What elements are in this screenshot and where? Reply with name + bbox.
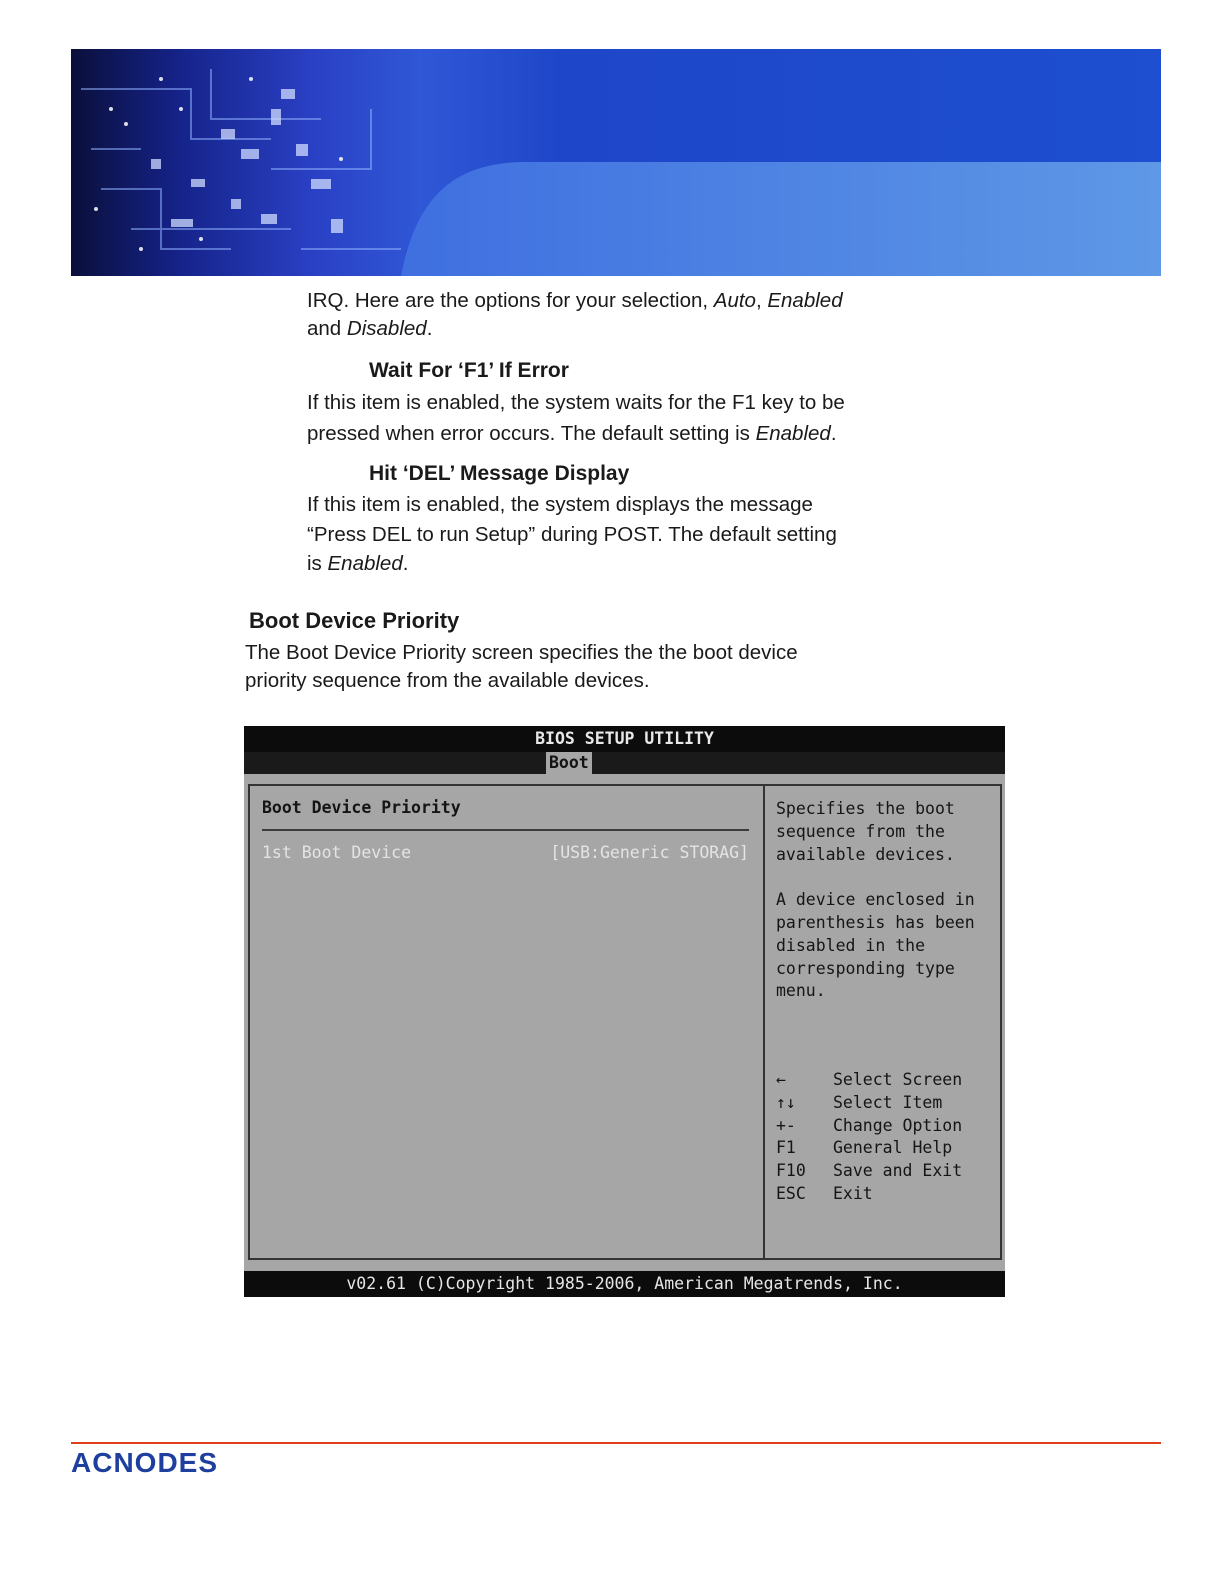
separator: , — [755, 289, 768, 312]
period: . — [426, 317, 433, 340]
option-auto: Auto — [713, 289, 756, 312]
key-f1: F1 — [776, 1138, 796, 1158]
irq-text: and — [307, 317, 347, 340]
key-action: General Help — [833, 1138, 953, 1158]
hit-del-line-2: “Press DEL to run Setup” during POST. The default setting — [307, 523, 837, 546]
hit-del-line-3 — [307, 548, 408, 579]
key-row — [776, 1183, 962, 1206]
key-action: Select Item — [833, 1092, 943, 1112]
key-row — [776, 1069, 962, 1092]
key-row — [776, 1160, 962, 1183]
help-line: available devices. — [776, 844, 955, 864]
bios-title: BIOS SETUP UTILITY — [244, 726, 1005, 752]
key-f10: F10 — [776, 1161, 806, 1181]
help-line: parenthesis has been — [776, 912, 975, 932]
irq-line-1 — [307, 285, 843, 316]
wait-f1-line-1: If this item is enabled, the system waits for the F1 key to be — [307, 391, 845, 414]
acnodes-logo — [71, 1448, 271, 1481]
boot-device-1-value[interactable]: [USB:Generic STORAG] — [550, 843, 749, 862]
wait-f1-heading: Wait For ‘F1’ If Error — [369, 359, 569, 382]
boot-priority-line-1: The Boot Device Priority screen specifies the the boot device — [245, 641, 798, 664]
help-line: corresponding type — [776, 958, 955, 978]
key-up-down-arrows: ↑↓ — [776, 1092, 796, 1112]
bios-main-panel — [248, 784, 765, 1260]
period: . — [402, 552, 409, 575]
bios-setup-screen — [244, 726, 1005, 1297]
key-action: Select Screen — [833, 1070, 963, 1089]
boot-priority-line-2: priority sequence from the available devices. — [245, 669, 650, 692]
key-row — [776, 1115, 962, 1138]
wait-text: pressed when error occurs. The default setting is — [307, 422, 756, 445]
help-line: Specifies the boot — [776, 799, 955, 818]
option-enabled: Enabled — [767, 289, 843, 312]
acnodes-logo-mark — [71, 1448, 271, 1476]
key-esc: ESC — [776, 1183, 806, 1203]
hit-del-line-1: If this item is enabled, the system displays the message — [307, 493, 813, 516]
footer-rule — [71, 1442, 1161, 1444]
header-banner — [71, 49, 1161, 276]
default-enabled: Enabled — [755, 422, 831, 445]
bios-main-title: Boot Device Priority — [262, 798, 461, 817]
help-line-blank — [776, 866, 975, 889]
tab-boot[interactable]: Boot — [546, 752, 592, 774]
key-action: Save and Exit — [833, 1161, 963, 1181]
irq-text: IRQ. Here are the options for your selection, — [307, 289, 714, 312]
key-row — [776, 1137, 962, 1160]
help-line: A device enclosed in — [776, 890, 975, 910]
key-action: Exit — [833, 1183, 873, 1203]
hit-del-heading: Hit ‘DEL’ Message Display — [369, 462, 630, 485]
boot-priority-heading: Boot Device Priority — [249, 608, 460, 633]
period: . — [830, 422, 837, 445]
help-line: sequence from the — [776, 821, 945, 841]
hit-text: is — [307, 552, 328, 575]
default-enabled: Enabled — [327, 552, 403, 575]
help-line: disabled in the — [776, 935, 926, 955]
help-line: menu. — [776, 981, 826, 1001]
bios-help-panel — [763, 784, 1002, 1260]
boot-device-1-label[interactable]: 1st Boot Device — [262, 843, 412, 862]
key-legend — [776, 1069, 962, 1206]
key-row — [776, 1092, 962, 1115]
wait-f1-line-2 — [307, 418, 837, 449]
logo-text: ACNODES — [71, 1448, 219, 1476]
key-plus-minus: +- — [776, 1115, 796, 1135]
irq-line-2 — [307, 313, 432, 344]
bios-tab-bar — [244, 752, 1005, 774]
divider — [262, 829, 749, 831]
key-action: Change Option — [833, 1115, 963, 1135]
help-description — [776, 798, 975, 1003]
bios-copyright-footer: v02.61 (C)Copyright 1985-2006, American Megatrends, Inc. — [244, 1271, 1005, 1297]
option-disabled: Disabled — [346, 317, 427, 340]
key-left-arrow: ← — [776, 1070, 786, 1089]
circuit-board-graphic — [71, 49, 1161, 276]
